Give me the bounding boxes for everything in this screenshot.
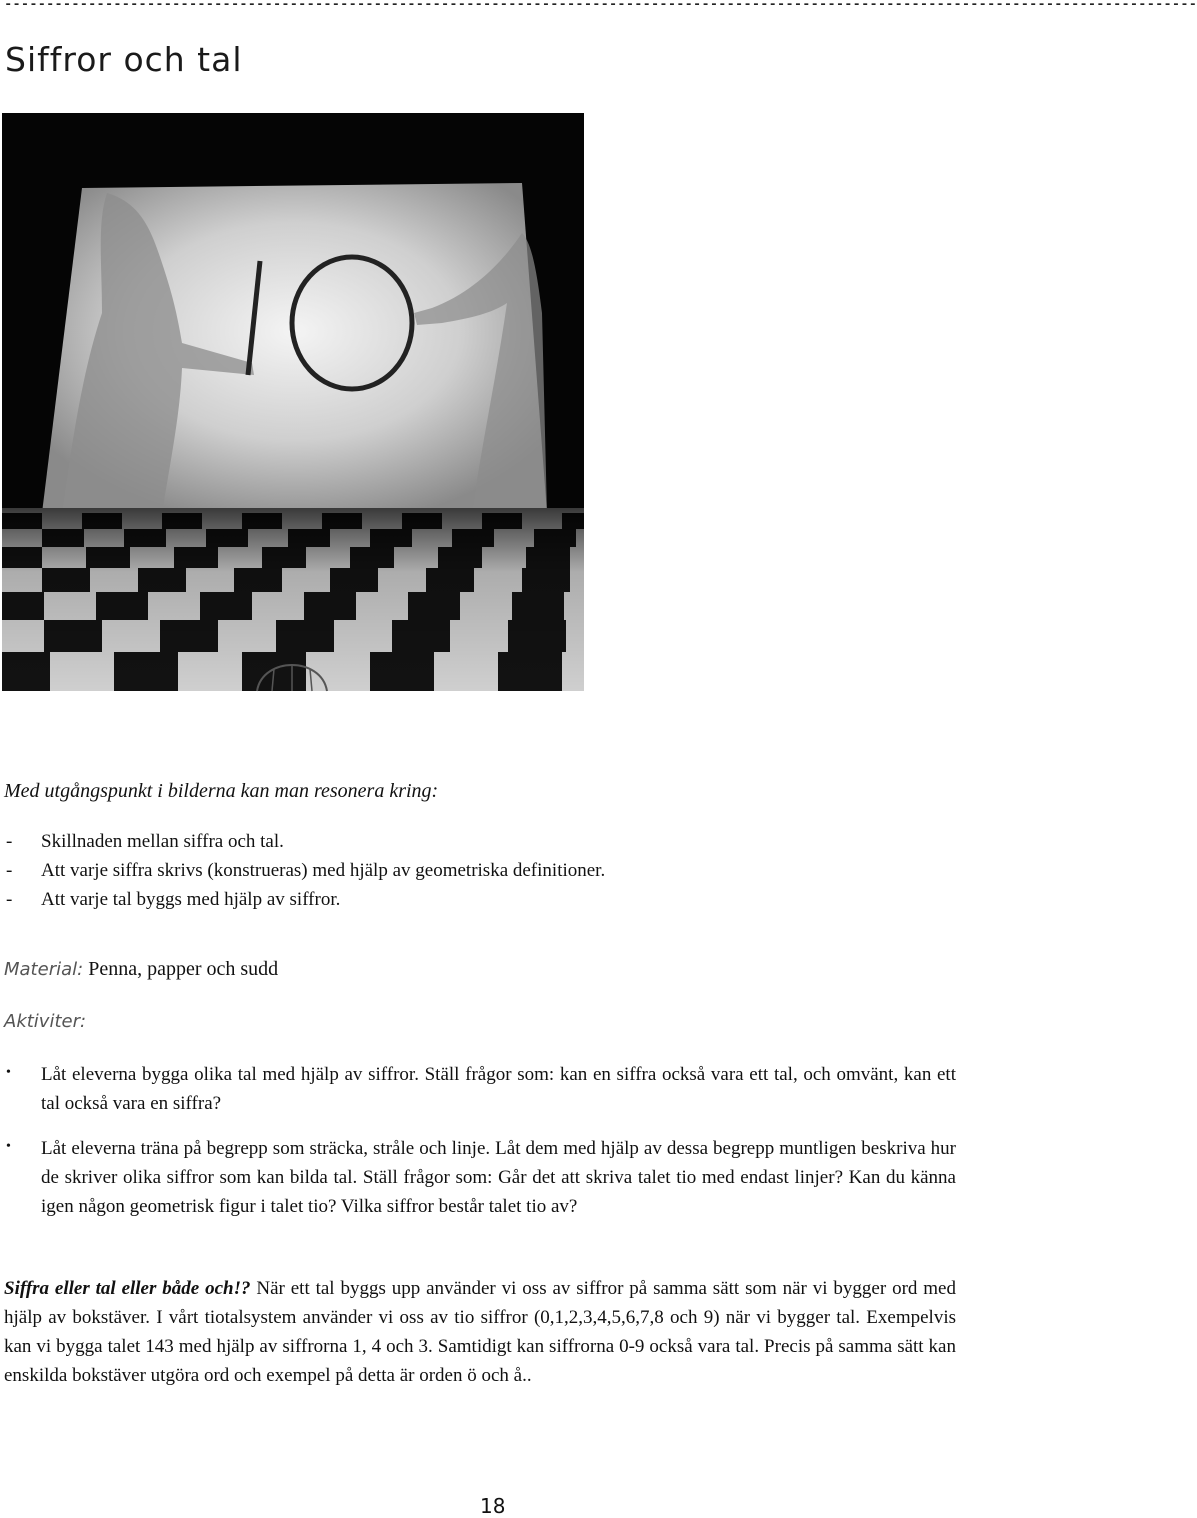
bullet-marker: •	[6, 1139, 11, 1154]
top-dashed-rule: ----------------------------------------------------------------------------------------------------------------------------------------------	[4, 0, 1197, 13]
list-item-text: Att varje tal byggs med hjälp av siffror.	[41, 889, 341, 910]
bullet-marker: •	[6, 1065, 11, 1080]
list-item-text: Skillnaden mellan siffra och tal.	[41, 831, 284, 852]
body-paragraph	[4, 1274, 956, 1390]
list-item-text: Låt eleverna träna på begrepp som sträcka, stråle och linje. Låt dem med hjälp av dessa begrepp muntligen beskriva hur de skriver olika siffror som kan bilda tal. Ställ frågor som: Går det att skriva talet tio med endast linjer? Kan du känna igen någon geometrisk figur i talet tio? Vilka siffror består talet tio av?	[41, 1138, 956, 1217]
material-value: Penna, papper och sudd	[88, 958, 279, 980]
list-item-text: Låt eleverna bygga olika tal med hjälp av siffror. Ställ frågor som: kan en siffra också vara ett tal, och omvänt, kan ett tal också vara en siffra?	[41, 1064, 956, 1114]
paragraph-lead: Siffra eller tal eller både och!?	[4, 1278, 251, 1299]
activities-label: Aktiviter:	[4, 1011, 87, 1032]
material-line	[4, 958, 278, 981]
list-item	[4, 827, 605, 856]
list-item	[4, 856, 605, 885]
paragraph-body: När ett tal byggs upp använder vi oss av siffror på samma sätt som när vi bygger ord med hjälp av bokstäver. I vårt tiotalsystem använder vi oss av tio siffror (0,1,2,3,4,5,6,7,8 och 9) när vi bygger tal. Exempelvis kan vi bygga talet 143 med hjälp av siffrorna 1, 4 och 3. Samtidigt kan siffrorna 0-9 också vara tal. Precis på samma sätt kan enskilda bokstäver utgöra ord och exempel på detta är orden ö och å..	[4, 1278, 956, 1386]
list-item	[4, 1134, 956, 1221]
page-title: Siffror och tal	[5, 40, 243, 79]
discussion-list	[4, 827, 605, 914]
dash-marker: -	[6, 860, 13, 881]
page-number: 18	[480, 1494, 506, 1518]
material-label: Material:	[4, 959, 84, 980]
dash-marker: -	[6, 831, 13, 852]
list-item	[4, 1060, 956, 1118]
shadow-play-photo	[2, 113, 584, 691]
intro-text: Med utgångspunkt i bilderna kan man resonera kring:	[4, 780, 439, 802]
list-item	[4, 885, 605, 914]
dash-marker: -	[6, 889, 13, 910]
activities-list	[4, 1030, 956, 1221]
list-item-text: Att varje siffra skrivs (konstrueras) med hjälp av geometriska definitioner.	[41, 860, 606, 881]
